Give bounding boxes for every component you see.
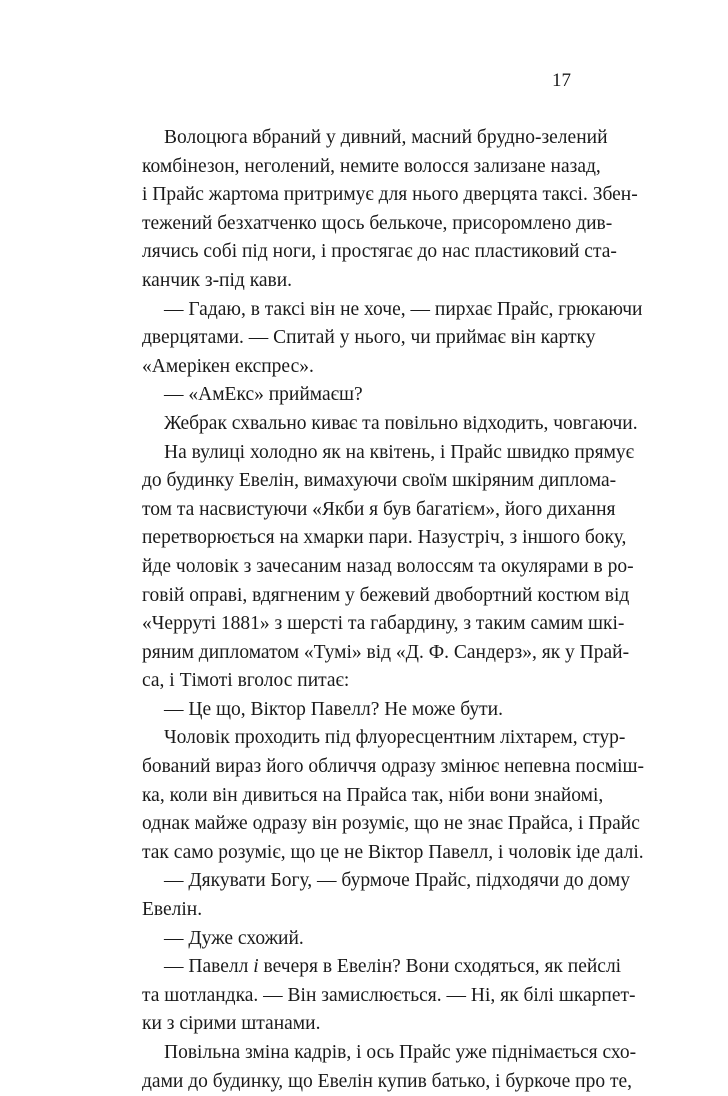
text-line: Жебрак схвально киває та повільно відходить, човгаючи. <box>164 412 638 434</box>
text-line: — Дуже схожий. <box>164 927 304 949</box>
text-line: Повільна зміна кадрів, і ось Прайс уже піднімається схо- <box>164 1042 637 1063</box>
text-line: комбінезон, неголений, немите волосся зализане назад, <box>142 155 601 177</box>
text-line: ки з сірими штанами. <box>142 1013 321 1035</box>
text-line: На вулиці холодно як на квітень, і Прайс швидко прямує <box>164 441 635 463</box>
paragraph <box>120 439 635 696</box>
paragraph <box>120 296 643 382</box>
text-line: перетворюється на хмарки пари. Назустріч, з іншого боку, <box>142 527 627 549</box>
text-line: до будинку Евелін, вимахуючи своїм шкіряним диплома- <box>142 470 617 492</box>
body-text <box>120 124 645 1096</box>
paragraph <box>120 410 638 439</box>
text-line: ряним дипломатом «Тумі» від «Д. Ф. Сандерз», як у Прай- <box>142 641 630 663</box>
text-line: бований вираз його обличчя одразу змінює непевна посміш- <box>142 756 645 778</box>
text-line: так само розуміє, що це не Віктор Павелл, і чоловік іде далі. <box>142 841 644 863</box>
text-line: говій оправі, вдягненим у бежевий двобортний костюм від <box>142 584 630 606</box>
paragraph <box>120 867 630 924</box>
text-line: «Черруті 1881» з шерсті та габардину, з таким самим шкі- <box>142 613 625 635</box>
text-line: канчик з-під кави. <box>142 269 293 291</box>
text-line: дами до будинку, що Евелін купив батько, і буркоче про те, <box>142 1070 633 1092</box>
text-line: — Павелл і вечеря в Евелін? Вони сходяться, як пейслі <box>164 956 622 978</box>
paragraph <box>120 1039 637 1096</box>
text-line: Чоловік проходить під флуоресцентним ліхтарем, стур- <box>164 727 626 749</box>
paragraph <box>120 925 572 954</box>
paragraph <box>120 381 572 410</box>
paragraph <box>120 124 638 296</box>
paragraph <box>120 696 572 725</box>
text-line: са, і Тімоті вголос питає: <box>142 670 350 692</box>
emphasis: і <box>253 956 259 978</box>
text-line: йде чоловік з зачесаним назад волоссям та окулярами в ро- <box>142 555 634 577</box>
text-line: і Прайс жартома притримує для нього дверцята таксі. Збен- <box>142 184 638 206</box>
page-number: 17 <box>552 70 571 91</box>
text-line: — Це що, Віктор Павелл? Не може бути. <box>164 698 503 720</box>
text-line: «Амерікен експрес». <box>142 355 314 377</box>
text-line: Волоцюга вбраний у дивний, масний брудно-зелений <box>164 127 608 148</box>
text-line: — «АмЕкс» приймаєш? <box>164 384 363 406</box>
text-line: — Дякувати Богу, — бурмоче Прайс, підходячи до дому <box>164 870 630 892</box>
text-line: — Гадаю, в таксі він не хоче, — пирхає Прайс, грюкаючи <box>164 298 643 320</box>
text-line: ка, коли він дивиться на Прайса так, ніби вони знайомі, <box>142 784 604 806</box>
paragraph <box>120 953 636 1039</box>
text-line: том та насвистуючи «Якби я був багатієм», його дихання <box>142 498 616 520</box>
text-line: лячись собі під ноги, і простягає до нас пластиковий ста- <box>142 241 617 263</box>
text-line: тежений безхатченко щось белькоче, присоромлено див- <box>142 212 613 234</box>
paragraph <box>120 724 645 867</box>
text-line: Евелін. <box>142 899 203 921</box>
text-line: дверцятами. — Спитай у нього, чи приймає він картку <box>142 327 596 349</box>
text-line: та шотландка. — Він замислюється. — Ні, як білі шкарпет- <box>142 984 636 1006</box>
text-line: однак майже одразу він розуміє, що не знає Прайса, і Прайс <box>142 813 640 835</box>
